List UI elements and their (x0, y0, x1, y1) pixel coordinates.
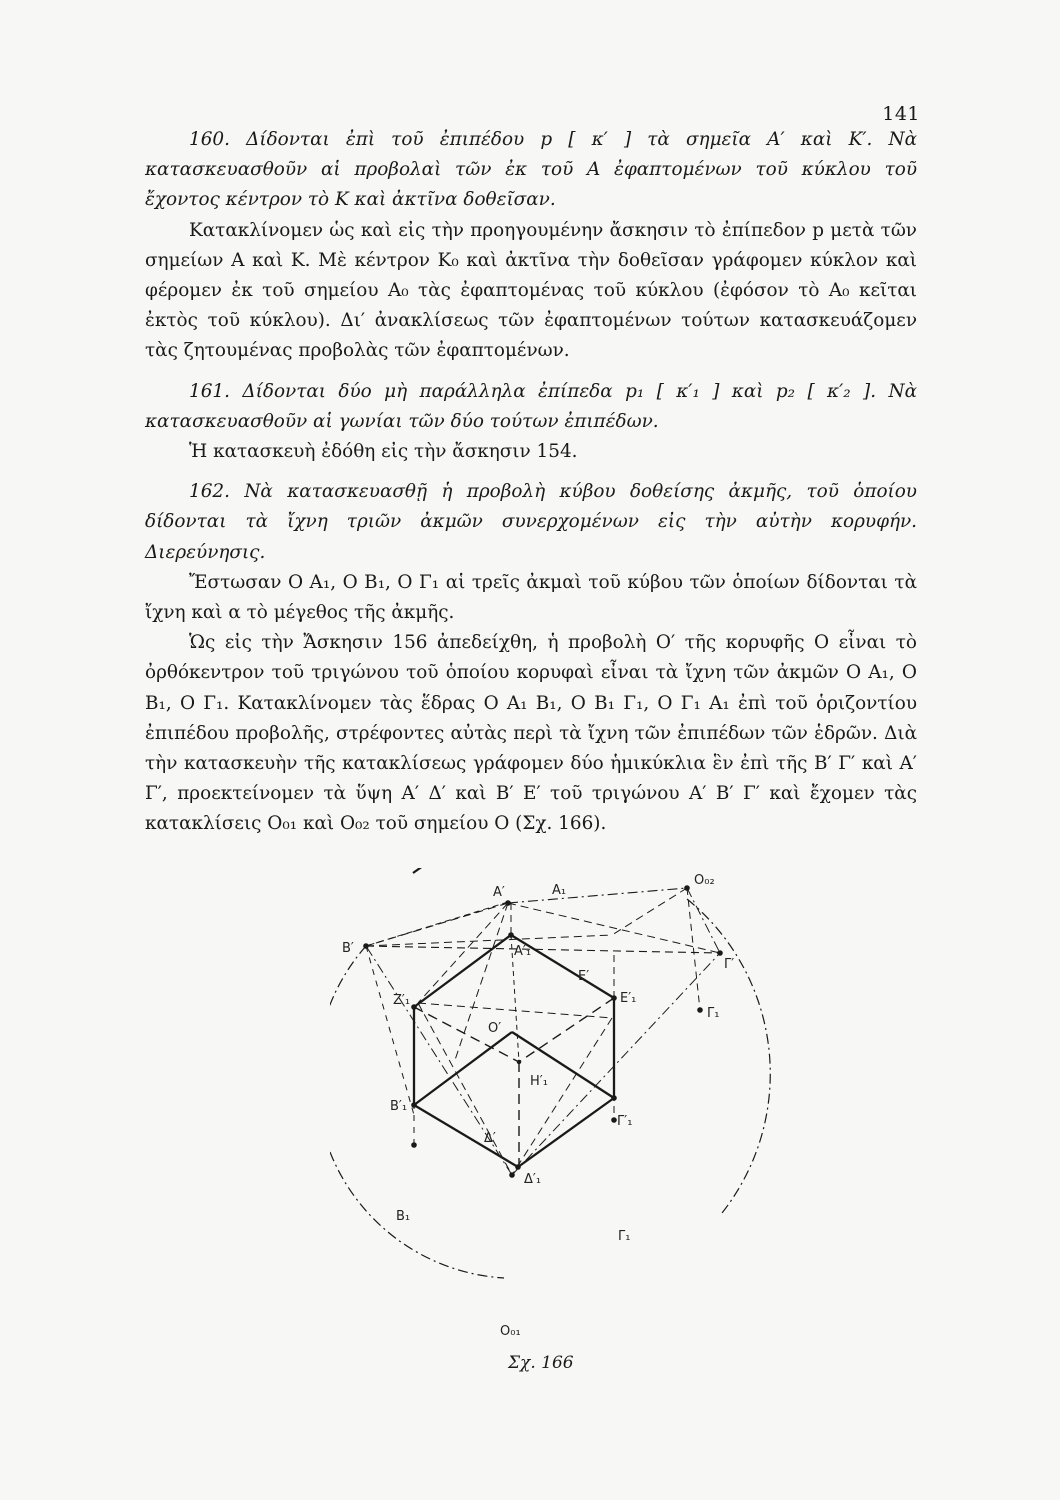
label-E-prime: E′ (578, 969, 590, 984)
label-D-prime: Δ′ (484, 1131, 496, 1146)
problem-162-solution-2: Ὡς εἰς τὴν Ἄσκησιν 156 ἀπεδείχθη, ἡ προβολὴ O′ τῆς κορυφῆς O εἶναι τὸ ὀρθόκεντρον τοῦ τριγώνου τοῦ ὁποίου κορυφαὶ εἶναι τὰ ἴχνη τῶν ἀκμῶν O A₁, O B₁, O Γ₁. Κατακλίνομεν τὰς ἕδρας O A₁ B₁, O B₁ Γ₁, O Γ₁ A₁ ἐπὶ τοῦ ὁριζοντίου ἐπιπέδου προβολῆς, στρέφοντες αὐτὰς περὶ τὰ ἴχνη τῶν ἐπιπέδων τῶν ἑδρῶν. Διὰ τὴν κατασκευὴν τῆς κατακλίσεως γράφομεν δύο ἡμικύκλια ἓν ἐπὶ τῆς B′ Γ′ καὶ A′ Γ′, προεκτείνομεν τὰ ὕψη A′ Δ′ καὶ B′ E′ τοῦ τριγώνου A′ B′ Γ′ καὶ ἔχομεν τὰς κατακλίσεις O₀₁ καὶ O₀₂ τοῦ σημείου O (Σχ. 166). (145, 632, 917, 835)
label-B1-prime: B′₁ (390, 1099, 408, 1114)
problem-161-number: 161. (189, 380, 230, 402)
figure-caption: Σχ. 166 (508, 1353, 574, 1373)
label-H1-prime: H′₁ (530, 1074, 548, 1089)
problem-161-statement (145, 377, 917, 437)
figure-166 (330, 868, 780, 1388)
hidden-Z1-O (414, 1007, 519, 1062)
point-O01 (509, 1172, 515, 1178)
hidden-E1-O (519, 998, 614, 1062)
problem-160-statement (145, 125, 917, 216)
label-A1-top: A₁ (552, 883, 567, 898)
cube-A1-Z1 (413, 868, 512, 872)
label-B-prime: B′ (342, 941, 354, 956)
edge-Hcorner-B1 (414, 1032, 512, 1105)
vertical-B-B1low (366, 946, 414, 1115)
problem-162-number: 162. (189, 481, 230, 503)
O02-to-O (612, 888, 687, 935)
point-G1-prime (611, 1095, 617, 1101)
tri-AG (508, 903, 720, 953)
edge-G1-D1 (518, 1098, 614, 1167)
label-G1: Γ₁ (707, 1006, 720, 1021)
large-circle-arc (687, 899, 770, 1213)
point-B1-low (411, 1142, 417, 1148)
label-G1-low: Γ₁ (618, 1229, 631, 1244)
label-G1-prime: Γ′₁ (617, 1114, 633, 1129)
O02-to-G (687, 888, 720, 953)
cube-projection-diagram (330, 868, 780, 1338)
G1-B1 (418, 1003, 612, 1018)
problem-160-number: 160. (189, 129, 230, 150)
problem-161-text: Δίδονται δύο μὴ παράλληλα ἐπίπεδα p₁ [ κ′₁ ] καὶ p₂ [ κ′₂ ]. Νὰ κατασκευασθοῦν αἱ γωνίαι τῶν δύο τούτων ἐπιπέδων. (145, 380, 917, 432)
label-O01: O₀₁ (500, 1324, 521, 1338)
edge-Hcorner-G1 (512, 1032, 614, 1098)
problem-160-solution: Κατακλίνομεν ὡς καὶ εἰς τὴν προηγουμένην ἄσκησιν τὸ ἐπίπεδον p μετὰ τῶν σημείων A καὶ K. Μὲ κέντρον K₀ καὶ ἀκτῖνα τὴν δοθεῖσαν γράφομεν κύκλον καὶ φέρομεν ἐκ τοῦ σημείου A₀ τὰς ἐφαπτομένας τοῦ κύκλου (ἐφόσον τὸ A₀ κεῖται ἐκτὸς τοῦ κύκλου). Δι′ ἀνακλίσεως τῶν ἐφαπτομένων τούτων κατασκευάζομεν τὰς ζητουμένας προβολὰς τῶν ἐφαπτομένων. (145, 219, 917, 362)
problem-162-solution: Ἔστωσαν O A₁, O B₁, O Γ₁ αἱ τρεῖς ἀκμαὶ τοῦ κύβου τῶν ὁποίων δίδονται τὰ ἴχνη καὶ α τὸ μέγεθος τῆς ἀκμῆς. (145, 571, 917, 624)
label-E1-prime: E′₁ (620, 991, 637, 1006)
point-G1-low (611, 1117, 617, 1123)
point-O02 (684, 885, 690, 891)
point-B-prime (363, 943, 369, 949)
label-A1-prime: A′₁ (514, 944, 532, 959)
label-D1-prime: Δ′₁ (524, 1172, 542, 1187)
vertical-O02-G1 (687, 888, 700, 1010)
page-number: 141 (882, 103, 920, 125)
problem-160-text: Δίδονται ἐπὶ τοῦ ἐπιπέδου p [ κ′ ] τὰ σημεῖα A′ καὶ K′. Νὰ κατασκευασθοῦν αἱ προβολαὶ τῶν ἐκ τοῦ A ἐφαπτομένων τοῦ κύκλου τοῦ ἔχοντος κέντρον τὸ K καὶ ἀκτῖνα δοθεῖσαν. (145, 129, 918, 211)
A-to-O01 (455, 903, 508, 1060)
tri-BG (366, 946, 720, 953)
A-to-G1 (418, 903, 508, 1003)
point-G-prime (717, 950, 723, 956)
label-O02: O₀₂ (694, 873, 715, 888)
side-a-b (366, 902, 508, 946)
O01-to-G (512, 953, 720, 1175)
point-Z1-prime (411, 1004, 417, 1010)
point-Hcorner (517, 1060, 521, 1064)
label-B1-low: B₁ (396, 1209, 411, 1224)
edge-B1-D1 (414, 1105, 518, 1167)
point-A-prime (505, 900, 511, 906)
label-G-prime: Γ′ (724, 957, 735, 972)
label-A-prime: A′ (493, 885, 505, 900)
B-to-E (366, 935, 612, 946)
point-B1-prime (411, 1102, 417, 1108)
point-A1-prime (508, 932, 514, 938)
label-Z1-prime: Z′₁ (393, 993, 411, 1008)
point-E1-prime (611, 995, 617, 1001)
problem-162-statement (145, 477, 917, 568)
problem-161-solution: Ἡ κατασκευὴ ἐδόθη εἰς τὴν ἄσκησιν 154. (189, 441, 578, 463)
edge-A1-Z1 (414, 935, 511, 1007)
top-line-AO02 (508, 888, 687, 903)
point-D1-prime (515, 1164, 521, 1170)
label-O-prime: O′ (488, 1021, 502, 1036)
cube-edge-top-left (413, 868, 512, 873)
point-G1 (697, 1007, 703, 1013)
text-block (145, 125, 917, 840)
problem-162-text: Νὰ κατασκευασθῇ ἡ προβολὴ κύβου δοθείσης ἀκμῆς, τοῦ ὁποίου δίδονται τὰ ἴχνη τριῶν ἀκμῶν συνερχομένων εἰς τὴν αὐτὴν κορυφήν. Διερεύνησις. (145, 481, 917, 563)
